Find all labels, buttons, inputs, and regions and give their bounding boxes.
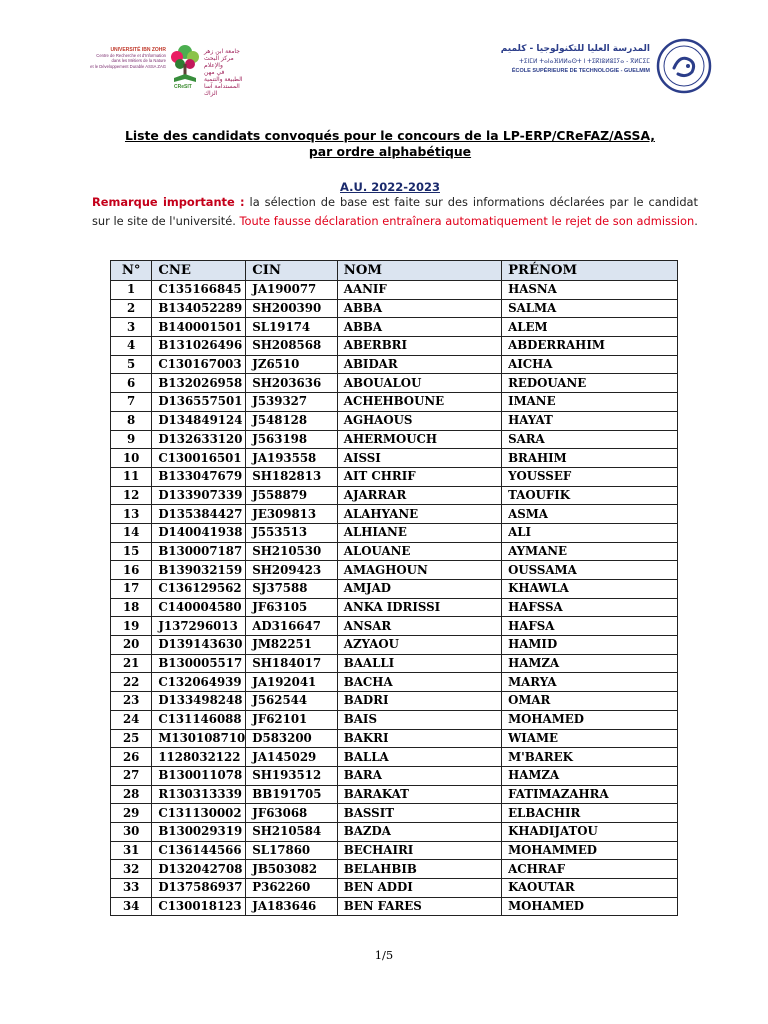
cell-cne: B139032159	[152, 561, 246, 580]
cell-prenom: AYMANE	[502, 542, 678, 561]
cell-prenom: OMAR	[502, 692, 678, 711]
cell-cne: D136557501	[152, 393, 246, 412]
cell-prenom: HAFSSA	[502, 598, 678, 617]
cell-prenom: AICHA	[502, 355, 678, 374]
cell-nom: ALAHYANE	[337, 505, 501, 524]
cell-prenom: FATIMAZAHRA	[502, 785, 678, 804]
cell-prenom: HASNA	[502, 281, 678, 300]
cell-cin: JA193558	[246, 449, 338, 468]
cell-cne: 1128032122	[152, 748, 246, 767]
cell-cin: SH184017	[246, 654, 338, 673]
cell-cne: B131026496	[152, 337, 246, 356]
academic-year: A.U. 2022-2023	[340, 180, 440, 194]
table-row	[111, 580, 678, 599]
cell-prenom: KHADIJATOU	[502, 822, 678, 841]
cell-nom: BALLA	[337, 748, 501, 767]
cell-cne: C130016501	[152, 449, 246, 468]
cell-cne: D133498248	[152, 692, 246, 711]
cell-cin: SH209423	[246, 561, 338, 580]
table-row	[111, 337, 678, 356]
school-seal-icon	[656, 38, 712, 94]
cell-prenom: HAYAT	[502, 411, 678, 430]
cell-number: 6	[111, 374, 152, 393]
school-logo-right	[500, 40, 720, 92]
university-line: et le Développement Durable ASSA ZAG	[90, 63, 166, 69]
table-row	[111, 449, 678, 468]
cell-number: 20	[111, 636, 152, 655]
cell-cin: JE309813	[246, 505, 338, 524]
cell-nom: AGHAOUS	[337, 411, 501, 430]
table-row	[111, 467, 678, 486]
cell-cne: C130167003	[152, 355, 246, 374]
table-row	[111, 897, 678, 916]
table-row	[111, 879, 678, 898]
table-row	[111, 598, 678, 617]
table-row	[111, 374, 678, 393]
cell-number: 30	[111, 822, 152, 841]
cell-prenom: ASMA	[502, 505, 678, 524]
cell-nom: AJARRAR	[337, 486, 501, 505]
cell-cne: B140001501	[152, 318, 246, 337]
cell-nom: AZYAOU	[337, 636, 501, 655]
cell-prenom: HAMZA	[502, 766, 678, 785]
table-header-row	[111, 261, 678, 281]
cell-cne: C136129562	[152, 580, 246, 599]
cell-cne: B130011078	[152, 766, 246, 785]
cell-nom: BELAHBIB	[337, 860, 501, 879]
cell-nom: BARAKAT	[337, 785, 501, 804]
candidates-table	[110, 260, 678, 916]
cell-number: 5	[111, 355, 152, 374]
cell-nom: ALOUANE	[337, 542, 501, 561]
cell-prenom: KHAWLA	[502, 580, 678, 599]
cell-number: 19	[111, 617, 152, 636]
table-row	[111, 561, 678, 580]
header-nom: NOM	[337, 261, 501, 281]
arabic-text	[204, 48, 244, 97]
cell-cne: J137296013	[152, 617, 246, 636]
cell-cne: C131146088	[152, 710, 246, 729]
cell-cne: B130029319	[152, 822, 246, 841]
table-row	[111, 318, 678, 337]
cell-cne: B134052289	[152, 299, 246, 318]
table-row	[111, 542, 678, 561]
cell-cne: C130018123	[152, 897, 246, 916]
cell-cin: SL17860	[246, 841, 338, 860]
cell-number: 34	[111, 897, 152, 916]
cell-number: 31	[111, 841, 152, 860]
cell-prenom: MOHAMED	[502, 897, 678, 916]
tree-logo-icon	[168, 42, 202, 86]
remark-end: .	[694, 213, 698, 228]
cell-prenom: ALEM	[502, 318, 678, 337]
cell-cin: J563198	[246, 430, 338, 449]
table-row	[111, 523, 678, 542]
remark-label: Remarque importante :	[92, 195, 245, 209]
cell-prenom: HAMZA	[502, 654, 678, 673]
cell-cne: D132633120	[152, 430, 246, 449]
table-row	[111, 860, 678, 879]
cell-nom: ABBA	[337, 299, 501, 318]
table-row	[111, 617, 678, 636]
university-line: Centre de Recherche et d'Information	[96, 53, 166, 59]
header-prenom: PRÉNOM	[502, 261, 678, 281]
cell-prenom: OUSSAMA	[502, 561, 678, 580]
cell-nom: ALHIANE	[337, 523, 501, 542]
university-text	[88, 48, 166, 69]
cell-cin: JA190077	[246, 281, 338, 300]
remark-text: la sélection de base est faite sur des informations déclarées par le candidat sur le site de l'université.	[92, 195, 698, 228]
cell-cin: SH208568	[246, 337, 338, 356]
university-line: dans les Métiers de la Nature	[111, 58, 166, 64]
cell-number: 7	[111, 393, 152, 412]
table-row	[111, 673, 678, 692]
cell-cne: M130108710	[152, 729, 246, 748]
cell-number: 28	[111, 785, 152, 804]
arabic-line: جامعة ابن زهر	[204, 48, 240, 55]
header-cin: CIN	[246, 261, 338, 281]
cell-nom: ABOUALOU	[337, 374, 501, 393]
cell-number: 1	[111, 281, 152, 300]
table-row	[111, 505, 678, 524]
header-number: N°	[111, 261, 152, 281]
cell-number: 18	[111, 598, 152, 617]
cell-number: 21	[111, 654, 152, 673]
cell-number: 22	[111, 673, 152, 692]
cell-prenom: BRAHIM	[502, 449, 678, 468]
cell-prenom: IMANE	[502, 393, 678, 412]
cell-cne: D140041938	[152, 523, 246, 542]
cell-number: 8	[111, 411, 152, 430]
arabic-line: مركز البحث والإعلام	[204, 55, 234, 69]
cell-cne: C132064939	[152, 673, 246, 692]
table-row	[111, 804, 678, 823]
cell-prenom: ABDERRAHIM	[502, 337, 678, 356]
cell-nom: AHERMOUCH	[337, 430, 501, 449]
university-title: UNIVERSITÉ IBN ZOHR	[110, 47, 166, 53]
cell-nom: BAKRI	[337, 729, 501, 748]
cell-cin: J553513	[246, 523, 338, 542]
cell-nom: AANIF	[337, 281, 501, 300]
cell-nom: AMAGHOUN	[337, 561, 501, 580]
cell-prenom: SARA	[502, 430, 678, 449]
university-logo-left	[88, 38, 243, 97]
cell-nom: ACHEHBOUNE	[337, 393, 501, 412]
title-line-2: par ordre alphabétique	[308, 144, 472, 159]
table-row	[111, 486, 678, 505]
cell-cin: JM82251	[246, 636, 338, 655]
school-name-tifinagh: ⵜⵉⵏⵎⵍ ⵜⴰⵏⴰⴼⵍⵍⴰⵙⵜ ⵏ ⵜⵉⴽⵏⵓⵍⵓⵊⵢⴰ - ⴳⵍⵎⵉⵎ	[519, 58, 650, 65]
cell-nom: BARA	[337, 766, 501, 785]
cell-nom: BASSIT	[337, 804, 501, 823]
remark-warning: Toute fausse déclaration entraînera automatiquement le rejet de son admission	[239, 213, 695, 228]
cell-number: 15	[111, 542, 152, 561]
page-header	[0, 0, 768, 120]
cell-cin: SH193512	[246, 766, 338, 785]
cell-prenom: REDOUANE	[502, 374, 678, 393]
table-row	[111, 299, 678, 318]
cell-cin: SL19174	[246, 318, 338, 337]
cell-prenom: ALI	[502, 523, 678, 542]
cell-nom: BECHAIRI	[337, 841, 501, 860]
cell-cne: D134849124	[152, 411, 246, 430]
cell-number: 3	[111, 318, 152, 337]
cell-cin: J539327	[246, 393, 338, 412]
cell-cin: JF63105	[246, 598, 338, 617]
cell-number: 17	[111, 580, 152, 599]
cell-prenom: MOHAMMED	[502, 841, 678, 860]
cell-cne: B132026958	[152, 374, 246, 393]
cell-prenom: KAOUTAR	[502, 879, 678, 898]
cell-nom: ABBA	[337, 318, 501, 337]
arabic-line: في مهن الطبيعة والتنمية	[204, 69, 243, 83]
cell-cin: BB191705	[246, 785, 338, 804]
cell-cin: SH210530	[246, 542, 338, 561]
table-row	[111, 748, 678, 767]
cell-number: 9	[111, 430, 152, 449]
table-row	[111, 822, 678, 841]
cell-number: 26	[111, 748, 152, 767]
school-name-arabic: المدرسة العليا للتكنولوجيا - كلميم	[500, 44, 650, 54]
cell-cin: AD316647	[246, 617, 338, 636]
cell-prenom: TAOUFIK	[502, 486, 678, 505]
cell-cin: JF63068	[246, 804, 338, 823]
cell-cin: JA183646	[246, 897, 338, 916]
header-cne: CNE	[152, 261, 246, 281]
cell-nom: AIT CHRIF	[337, 467, 501, 486]
cell-nom: AMJAD	[337, 580, 501, 599]
cell-nom: BAZDA	[337, 822, 501, 841]
cell-number: 33	[111, 879, 152, 898]
table-row	[111, 692, 678, 711]
table-row	[111, 654, 678, 673]
cell-number: 29	[111, 804, 152, 823]
cell-cne: D135384427	[152, 505, 246, 524]
cell-nom: ABERBRI	[337, 337, 501, 356]
cell-cin: D583200	[246, 729, 338, 748]
table-row	[111, 393, 678, 412]
cell-number: 25	[111, 729, 152, 748]
table-row	[111, 411, 678, 430]
cell-cne: C136144566	[152, 841, 246, 860]
cell-nom: ANSAR	[337, 617, 501, 636]
table-row	[111, 841, 678, 860]
cell-nom: BAIS	[337, 710, 501, 729]
cell-number: 32	[111, 860, 152, 879]
cell-cne: C131130002	[152, 804, 246, 823]
cell-cne: C140004580	[152, 598, 246, 617]
cell-cin: P362260	[246, 879, 338, 898]
cell-cin: SH203636	[246, 374, 338, 393]
cresit-label: CReSIT	[174, 84, 192, 90]
cell-number: 14	[111, 523, 152, 542]
cell-cne: B130007187	[152, 542, 246, 561]
cell-nom: AISSI	[337, 449, 501, 468]
cell-cin: SH210584	[246, 822, 338, 841]
cell-cne: R130313339	[152, 785, 246, 804]
document-title	[60, 128, 720, 160]
cell-prenom: HAMID	[502, 636, 678, 655]
title-line-1: Liste des candidats convoqués pour le concours de la LP-ERP/CReFAZ/ASSA,	[124, 128, 655, 143]
cell-prenom: MARYA	[502, 673, 678, 692]
cell-nom: BADRI	[337, 692, 501, 711]
cell-number: 27	[111, 766, 152, 785]
table-row	[111, 355, 678, 374]
cell-number: 10	[111, 449, 152, 468]
important-remark	[92, 193, 698, 230]
cell-prenom: HAFSA	[502, 617, 678, 636]
cell-cin: JA145029	[246, 748, 338, 767]
table-row	[111, 785, 678, 804]
cell-number: 16	[111, 561, 152, 580]
cell-prenom: ELBACHIR	[502, 804, 678, 823]
table-row	[111, 766, 678, 785]
cell-prenom: M'BAREK	[502, 748, 678, 767]
cell-nom: BEN FARES	[337, 897, 501, 916]
cell-nom: ABIDAR	[337, 355, 501, 374]
cell-cin: JZ6510	[246, 355, 338, 374]
cell-nom: BAALLI	[337, 654, 501, 673]
table-row	[111, 729, 678, 748]
cell-cne: D132042708	[152, 860, 246, 879]
arabic-line: المستدامة آسا الزاك	[204, 83, 240, 97]
cell-cne: D139143630	[152, 636, 246, 655]
cell-cne: D133907339	[152, 486, 246, 505]
cell-prenom: ACHRAF	[502, 860, 678, 879]
table-row	[111, 281, 678, 300]
cell-cne: B133047679	[152, 467, 246, 486]
table-row	[111, 430, 678, 449]
page-number: 1/5	[374, 948, 394, 962]
table-row	[111, 636, 678, 655]
cell-prenom: WIAME	[502, 729, 678, 748]
cell-cin: SH182813	[246, 467, 338, 486]
cell-number: 12	[111, 486, 152, 505]
cell-cin: J548128	[246, 411, 338, 430]
cell-cne: B130005517	[152, 654, 246, 673]
cell-cin: JF62101	[246, 710, 338, 729]
cell-cin: JB503082	[246, 860, 338, 879]
cell-cin: J558879	[246, 486, 338, 505]
cell-cin: JA192041	[246, 673, 338, 692]
table-row	[111, 710, 678, 729]
cell-number: 24	[111, 710, 152, 729]
cell-nom: BEN ADDI	[337, 879, 501, 898]
cell-number: 13	[111, 505, 152, 524]
cell-prenom: YOUSSEF	[502, 467, 678, 486]
cell-number: 2	[111, 299, 152, 318]
cell-nom: BACHA	[337, 673, 501, 692]
cell-number: 4	[111, 337, 152, 356]
cell-nom: ANKA IDRISSI	[337, 598, 501, 617]
cell-cin: J562544	[246, 692, 338, 711]
cell-cne: C135166845	[152, 281, 246, 300]
cell-number: 11	[111, 467, 152, 486]
school-name-french: ÉCOLE SUPÉRIEURE DE TECHNOLOGIE - GUELMIM	[511, 68, 650, 74]
cell-prenom: SALMA	[502, 299, 678, 318]
cell-cin: SJ37588	[246, 580, 338, 599]
cell-prenom: MOHAMED	[502, 710, 678, 729]
cell-cne: D137586937	[152, 879, 246, 898]
cell-number: 23	[111, 692, 152, 711]
cell-cin: SH200390	[246, 299, 338, 318]
